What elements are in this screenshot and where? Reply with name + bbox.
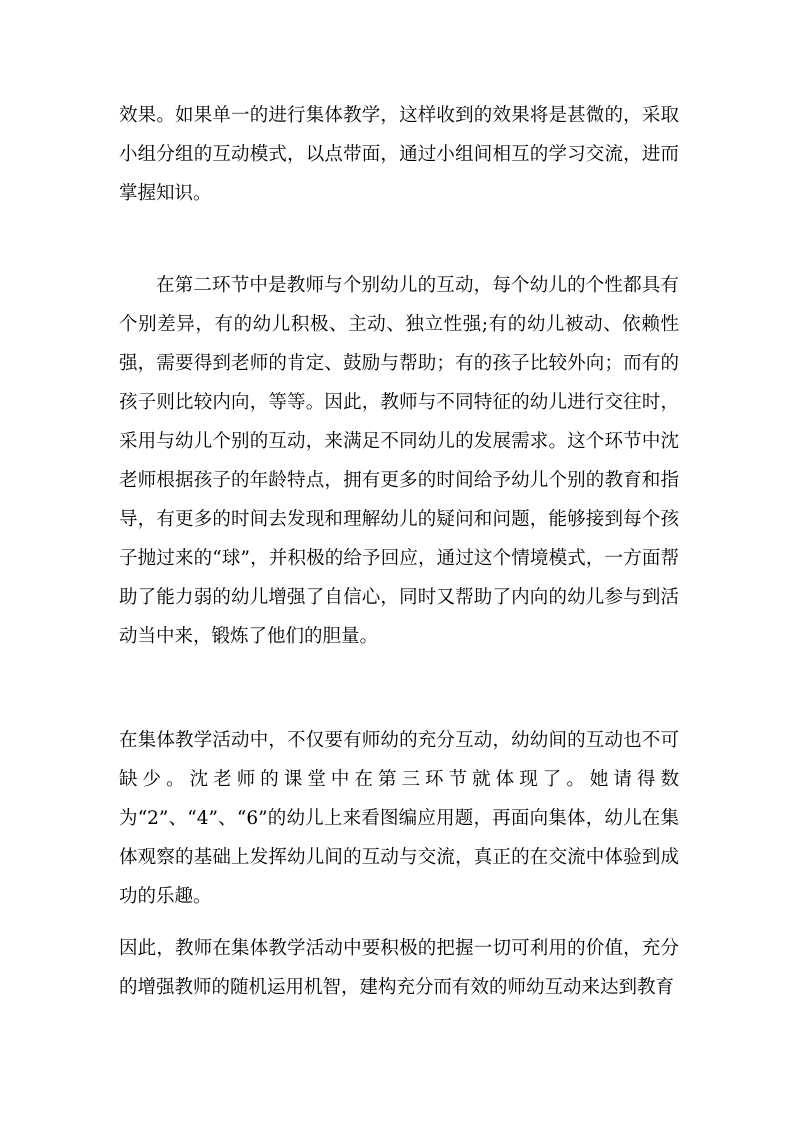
paragraph-peer-interaction: 在集体教学活动中，不仅要有师幼的充分互动，幼幼间的互动也不可缺少。沈老师的课堂中在第三环节就体现了。她请得数为“2”、“4”、“6”的幼儿上来看图编应用题，再面向集体，幼儿在集体观察的基础上发挥幼儿间的互动与交流，真正的在交流中体验到成功的乐趣。 xyxy=(119,730,679,907)
paragraph-second-stage: 在第二环节中是教师与个别幼儿的互动，每个幼儿的个性都具有个别差异，有的幼儿积极、主动、独立性强;有的幼儿被动、依赖性强，需要得到老师的肯定、鼓励与帮助；有的孩子比较外向；而有的孩子则比较内向，等等。因此，教师与不同特征的幼儿进行交往时，采用与幼儿个别的互动，来满足不同幼儿的发展需求。这个环节中沈老师根据孩子的年龄特点，拥有更多的时间给予幼儿个别的教育和指导，有更多的时间去发现和理解幼儿的疑问和问题，能够接到每个孩子抛过来的“球”，并积极的给予回应，通过这个情境模式，一方面帮助了能力弱的幼儿增强了自信心，同时又帮助了内向的幼儿参与到活动当中来，锻炼了他们的胆量。 xyxy=(119,275,679,647)
paragraph-continuation: 效果。如果单一的进行集体教学，这样收到的效果将是甚微的，采取小组分组的互动模式，以点带面，通过小组间相互的学习交流，进而掌握知识。 xyxy=(119,105,679,204)
paragraph-conclusion: 因此，教师在集体教学活动中要积极的把握一切可利用的价值，充分的增强教师的随机运用机智，建构充分而有效的师幼互动来达到教育 xyxy=(119,938,679,998)
